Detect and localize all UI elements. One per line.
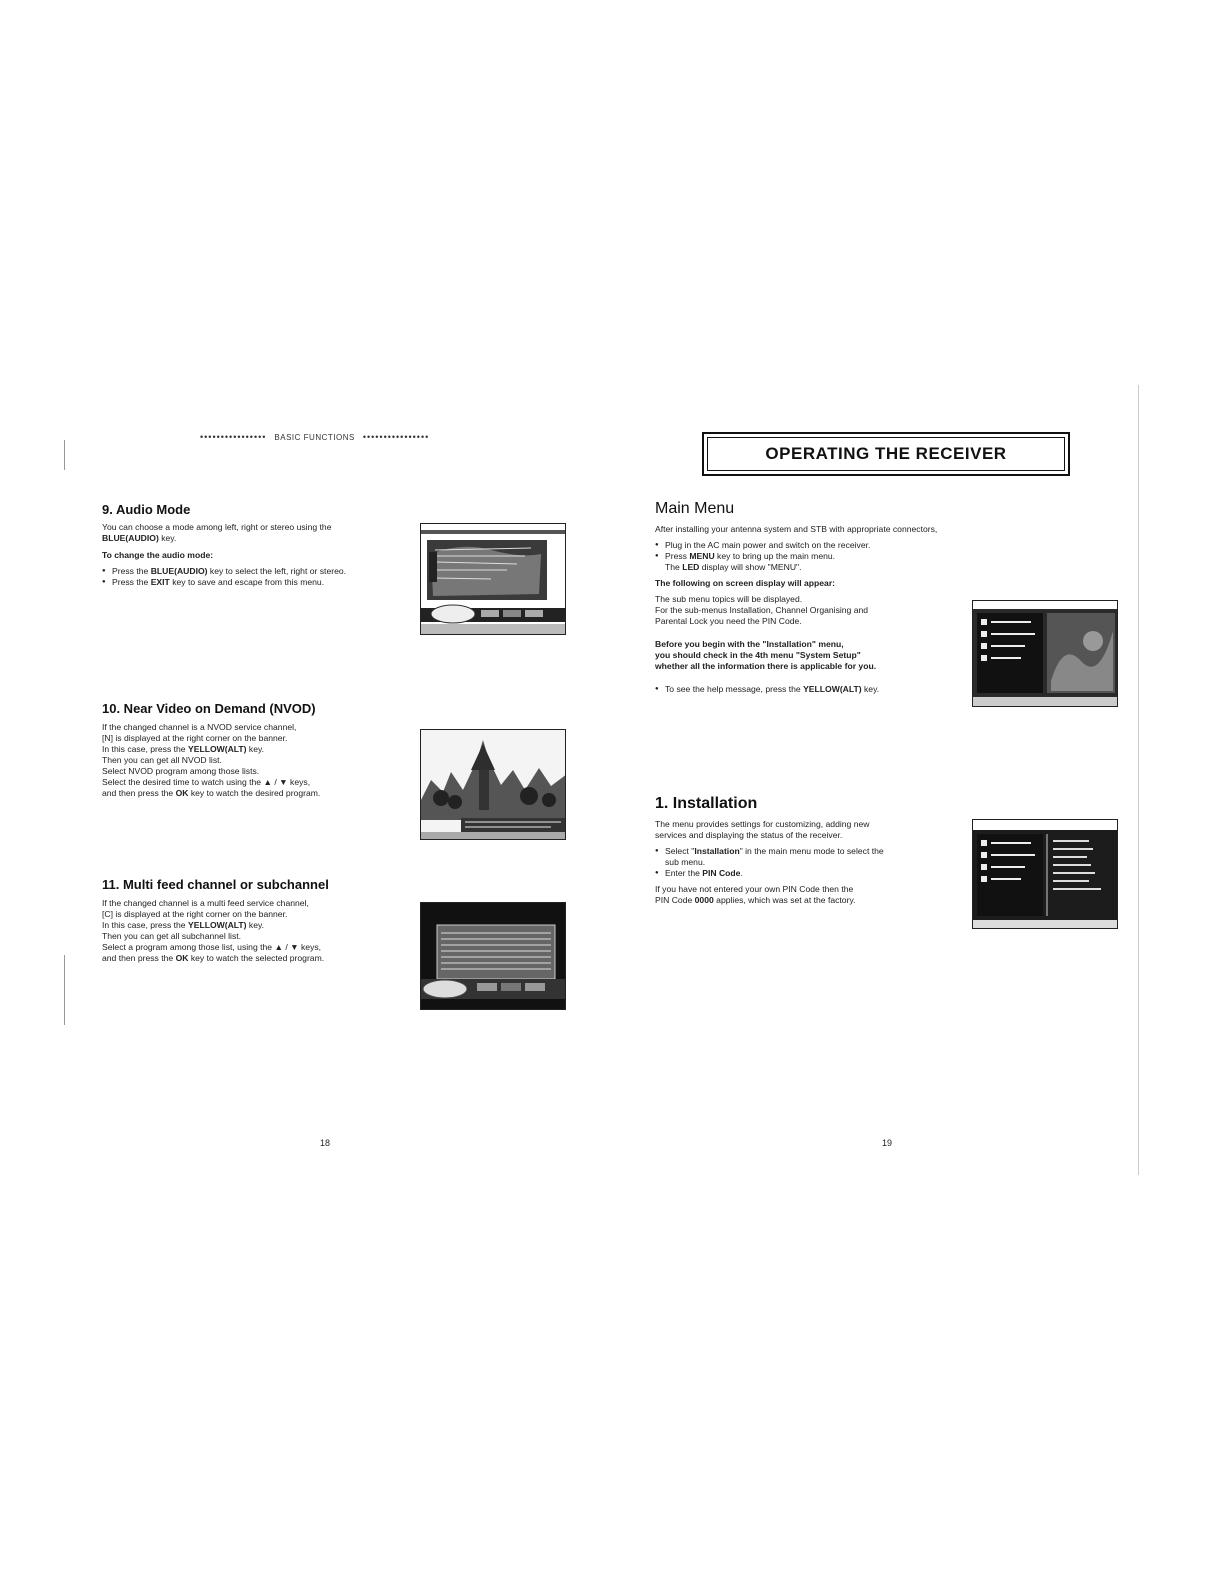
text-line: Enter the <box>665 868 703 878</box>
main-menu-text <box>655 524 937 695</box>
text-line: key. <box>246 920 265 930</box>
bullet-item <box>655 846 884 857</box>
multifeed-screenshot <box>420 902 566 1010</box>
text-line: key. <box>246 744 265 754</box>
section-title-installation: 1. Installation <box>655 795 758 812</box>
text-line: Select NVOD program among those lists. <box>102 766 260 776</box>
running-header-label: BASIC FUNCTIONS <box>274 433 355 442</box>
nvod-text <box>102 722 320 799</box>
text-line: Select the desired time to watch using the ▲ / ▼ keys, <box>102 777 311 787</box>
multifeed-illustration <box>421 903 566 1010</box>
bullet-item <box>102 577 346 588</box>
text-line: key to watch the selected program. <box>188 953 325 963</box>
section-title-nvod: 10. Near Video on Demand (NVOD) <box>102 701 316 716</box>
text-line: services and displaying the status of the receiver. <box>655 830 843 840</box>
running-header: •••••••••••••••• BASIC FUNCTIONS •••••••••••••••• <box>200 432 430 442</box>
text-line: sub menu. <box>665 857 706 867</box>
text-line: Press <box>665 551 690 561</box>
text-line: key to watch the desired program. <box>188 788 321 798</box>
text-line: To see the help message, press the <box>665 684 804 694</box>
text-line: Parental Lock you need the PIN Code. <box>655 616 802 626</box>
margin-mark <box>64 440 65 470</box>
text-line: The sub menu topics will be displayed. <box>655 594 803 604</box>
installation-illustration <box>973 820 1118 929</box>
text-line: Select a program among those list, using the ▲ / ▼ keys, <box>102 942 322 952</box>
key-label: 0000 <box>694 895 714 905</box>
text-line: You can choose a mode among left, right or stereo using the <box>102 522 332 532</box>
text-line: If the changed channel is a multi feed service channel, <box>102 898 309 908</box>
key-label: EXIT <box>150 577 170 587</box>
key-label: PIN Code <box>702 868 741 878</box>
bullet-item <box>102 566 346 577</box>
key-label: BLUE(AUDIO) <box>102 533 159 543</box>
nvod-screenshot <box>420 729 566 840</box>
text-line: [C] is displayed at the right corner on the banner. <box>102 909 288 919</box>
text-line: If the changed channel is a NVOD service channel, <box>102 722 297 732</box>
audio-subhead: To change the audio mode: <box>102 550 214 560</box>
installation-text <box>655 819 884 906</box>
text-line: and then press the <box>102 788 176 798</box>
bullet-item <box>655 684 937 695</box>
warning-line: you should check in the 4th menu "System Setup" <box>655 650 861 660</box>
section-title-multifeed: 11. Multi feed channel or subchannel <box>102 877 329 892</box>
text-line: Press the <box>112 577 151 587</box>
key-label: YELLOW(ALT) <box>187 744 247 754</box>
page-edge-line <box>1138 385 1139 1175</box>
text-line: After installing your antenna system and STB with appropriate connectors, <box>655 524 938 534</box>
main-menu-subhead: The following on screen display will appear: <box>655 578 836 588</box>
text-line: applies, which was set at the factory. <box>713 895 856 905</box>
text-line: [N] is displayed at the right corner on the banner. <box>102 733 288 743</box>
text-line: key. <box>861 684 880 694</box>
bullet-item <box>655 551 937 562</box>
text-line: key to select the left, right or stereo. <box>207 566 347 576</box>
text-line: display will show "MENU". <box>699 562 802 572</box>
main-menu-screenshot <box>972 600 1118 707</box>
text-line: Press the <box>112 566 151 576</box>
audio-mode-screenshot <box>420 523 566 635</box>
text-line: . <box>740 868 743 878</box>
text-line: Select " <box>665 846 695 856</box>
audio-mode-text <box>102 522 346 588</box>
audio-menu-illustration <box>421 524 566 635</box>
text-line: If you have not entered your own PIN Code then the <box>655 884 854 894</box>
installation-screenshot <box>972 819 1118 929</box>
text-line: key to save and escape from this menu. <box>169 577 325 587</box>
key-label: OK <box>175 953 189 963</box>
page-header-title: OPERATING THE RECEIVER <box>765 444 1007 463</box>
text-line: key to bring up the main menu. <box>714 551 836 561</box>
text-line: " in the main menu mode to select the <box>739 846 884 856</box>
nvod-illustration <box>421 730 566 840</box>
key-label: BLUE(AUDIO) <box>150 566 208 576</box>
warning-line: whether all the information there is applicable for you. <box>655 661 877 671</box>
key-label: Installation <box>694 846 740 856</box>
page-header-box <box>702 432 1070 476</box>
text-line: Then you can get all subchannel list. <box>102 931 242 941</box>
text-line: PIN Code <box>655 895 695 905</box>
text-line: For the sub-menus Installation, Channel Organising and <box>655 605 869 615</box>
text-line: In this case, press the <box>102 744 188 754</box>
section-title-main-menu: Main Menu <box>655 500 735 517</box>
page-number-left: 18 <box>320 1138 331 1148</box>
main-menu-illustration <box>973 601 1118 707</box>
bullet-item <box>655 868 884 879</box>
text-line: The <box>665 562 683 572</box>
key-label: LED <box>682 562 700 572</box>
margin-mark <box>64 955 65 1025</box>
key-label: MENU <box>689 551 715 561</box>
key-label: OK <box>175 788 189 798</box>
warning-line: Before you begin with the "Installation" menu, <box>655 639 844 649</box>
key-label: YELLOW(ALT) <box>187 920 247 930</box>
text-line: and then press the <box>102 953 176 963</box>
page-number-right: 19 <box>882 1138 893 1148</box>
text-line: Then you can get all NVOD list. <box>102 755 222 765</box>
key-label: YELLOW(ALT) <box>803 684 862 694</box>
multifeed-text <box>102 898 324 964</box>
text-line: The menu provides settings for customizing, adding new <box>655 819 870 829</box>
text-line: key. <box>158 533 177 543</box>
bullet-item: ● Plug in the AC main power and switch on the receiver. <box>655 540 937 551</box>
text-line: In this case, press the <box>102 920 188 930</box>
section-title-audio-mode: 9. Audio Mode <box>102 502 191 517</box>
